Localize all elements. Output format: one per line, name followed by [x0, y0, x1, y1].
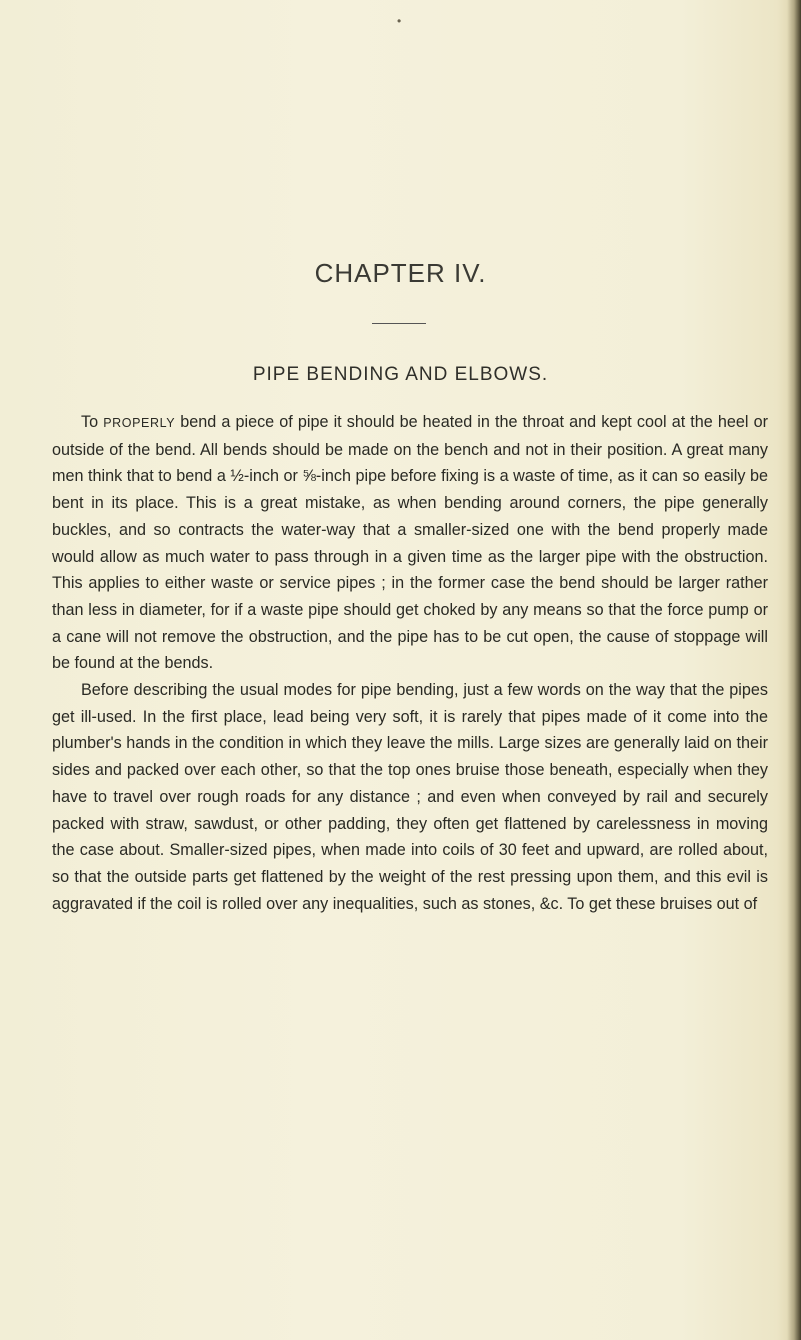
paragraph-2-text: Before describing the usual modes for pipe bending, just a few words on the way that the pipes get ill-used. In the first place, lead being very soft, it is rarely that pipes made of it come into the plumber's hands in the condition in which they leave the mills. Large sizes are generally laid on their sides and packed over each other, so that the top ones bruise those beneath, especially when they have to travel over rough roads for any distance ; and even when conveyed by rail and securely packed with straw, sawdust, or other padding, they often get flattened by carelessness in moving the case about. Smaller-sized pipes, when made into coils of 30 feet and upward, are rolled about, so that the outside parts get flattened by the weight of the rest pressing upon them, and this evil is aggravated if the coil is rolled over any inequalities, such as stones, &c. To get these bruises out of [52, 681, 768, 913]
body-text [52, 409, 768, 917]
page-edge-shadow [787, 0, 801, 1340]
paragraph-2 [52, 677, 768, 917]
paragraph-1-small-caps: PROPERLY [103, 416, 176, 430]
paragraph-1-lead: To [81, 413, 104, 431]
chapter-title: CHAPTER IV. [314, 258, 487, 288]
paragraph-1-text: bend a piece of pipe it should be heated in the throat and kept cool at the heel or outside of the bend. All bends should be made on the bench and not in their position. A great many men think that to bend a ½-inch or ⅝-inch pipe before fixing is a waste of time, as it can so easily be bent in its place. This is a great mistake, as when bending around corners, the pipe generally buckles, and so contracts the water-way that a smaller-sized one with the bend properly made would allow as much water to pass through in a given time as the larger pipe with the obstruction. This applies to either waste or service pipes ; in the former case the bend should be larger rather than less in diameter, for if a waste pipe should get choked by any means so that the force pump or a cane will not remove the obstruction, and the pipe has to be cut open, the cause of stoppage will be found at the bends. [52, 413, 769, 673]
title-divider [372, 323, 426, 324]
top-mark: • [397, 14, 402, 28]
section-heading: PIPE BENDING AND ELBOWS. [252, 364, 549, 385]
paragraph-1 [52, 409, 768, 677]
